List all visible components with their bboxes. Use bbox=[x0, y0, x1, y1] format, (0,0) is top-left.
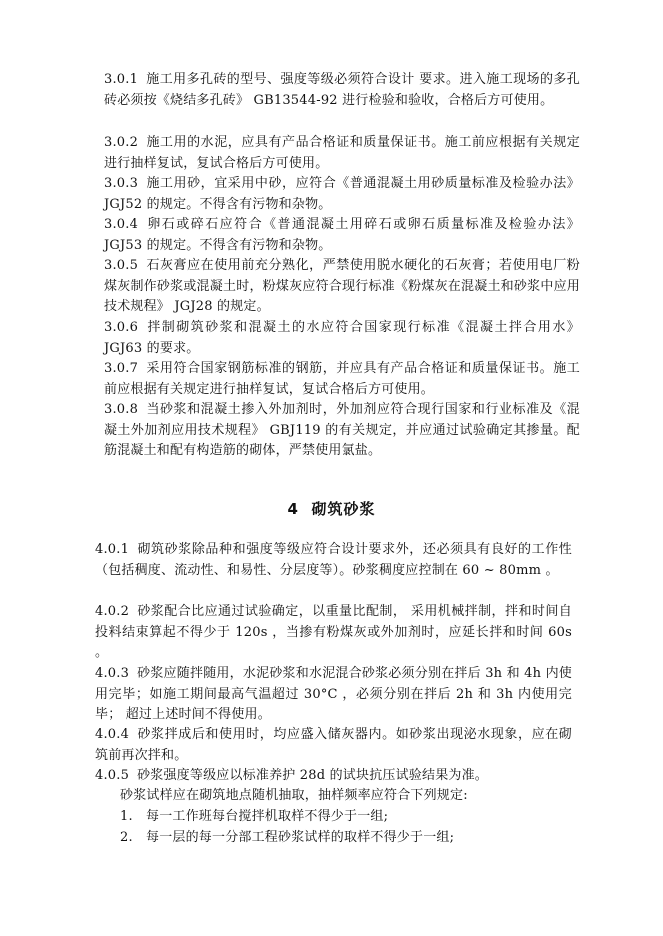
list-marker: 1. bbox=[120, 809, 133, 824]
list-text: 每一工作班每台搅拌机取样不得少于一组; bbox=[146, 809, 389, 824]
clause-number: 4.0.2 bbox=[95, 604, 130, 619]
clause-3-0-2 bbox=[104, 133, 580, 174]
clause-3-0-3 bbox=[104, 174, 580, 215]
clause-3-0-7 bbox=[104, 359, 580, 400]
clause-number: 3.0.7 bbox=[104, 361, 139, 376]
clause-text: 施工用砂，宜采用中砂，应符合《普通混凝土用砂质量标准及检验办法》 JGJ52 的规定。不得含有污物和杂物。 bbox=[104, 176, 580, 212]
clause-3-0-4 bbox=[104, 215, 580, 256]
clause-3-0-8 bbox=[104, 400, 580, 462]
sampling-note: 砂浆试样应在砌筑地点随机抽取，抽样频率应符合下列规定: bbox=[120, 788, 468, 803]
clause-3-0-1 bbox=[104, 70, 580, 111]
clause-text: 施工用多孔砖的型号、强度等级必须符合设计 要求。进入施工现场的多孔砖必须按《烧结多孔砖》 GB13544-92 进行检验和验收，合格后方可使用。 bbox=[104, 72, 580, 108]
clause-3-0-5 bbox=[104, 256, 580, 318]
clause-4-0-5 bbox=[95, 766, 572, 787]
clause-text: 石灰膏应在使用前充分熟化，严禁使用脱水硬化的石灰膏；若使用电厂粉煤灰制作砂浆或混凝土时，粉煤灰应符合现行标准《粉煤灰在混凝土和砂浆中应用技术规程》 JGJ28 的规定。 bbox=[104, 258, 580, 314]
clause-4-0-2 bbox=[95, 602, 572, 664]
clause-4-0-4 bbox=[95, 725, 572, 766]
clause-number: 4.0.3 bbox=[95, 666, 130, 681]
clause-text: 当砂浆和混凝土掺入外加剂时，外加剂应符合现行国家和行业标准及《混凝土外加剂应用技术规程》 GBJ119 的有关规定，并应通过试验确定其掺量。配筋混凝土和配有构造筋的砌体，严禁使用氯盐。 bbox=[104, 402, 580, 458]
list-text: 每一层的每一分部工程砂浆试样的取样不得少于一组; bbox=[146, 830, 455, 845]
clause-number: 3.0.5 bbox=[104, 258, 139, 273]
section-number: 4 bbox=[287, 500, 299, 518]
clause-number: 4.0.1 bbox=[95, 542, 130, 557]
section-heading bbox=[0, 498, 663, 519]
clause-text: 卵石或碎石应符合《普通混凝土用碎石或卵石质量标准及检验办法》 JGJ53 的规定。不得含有污物和杂物。 bbox=[104, 217, 580, 253]
clause-text: 采用符合国家钢筋标准的钢筋，并应具有产品合格证和质量保证书。施工前应根据有关规定进行抽样复试，复试合格后方可使用。 bbox=[104, 361, 580, 397]
section-title: 砌筑砂浆 bbox=[311, 500, 376, 518]
list-marker: 2. bbox=[120, 830, 133, 845]
clause-number: 3.0.8 bbox=[104, 402, 139, 417]
clause-text: 砂浆应随拌随用，水泥砂浆和水泥混合砂浆必须分别在拌后 3h 和 4h 内使用完毕；如施工期间最高气温超过 30°C ，必须分别在拌后 2h 和 3h 内使用完毕； 超过上述时间不得使用。 bbox=[95, 666, 572, 722]
clause-text: 砂浆强度等级应以标准养护 28d 的试块抗压试验结果为准。 bbox=[137, 768, 489, 783]
clause-text: 拌制砌筑砂浆和混凝土的水应符合国家现行标准《混凝土拌合用水》 JGJ63 的要求。 bbox=[104, 320, 580, 356]
clause-3-0-6 bbox=[104, 318, 580, 359]
clause-number: 4.0.4 bbox=[95, 727, 130, 742]
clause-number: 3.0.4 bbox=[104, 217, 139, 232]
clause-text: 砂浆拌成后和使用时，均应盛入储灰器内。如砂浆出现泌水现象，应在砌筑前再次拌和。 bbox=[95, 727, 572, 763]
clause-text: 砌筑砂浆除品种和强度等级应符合设计要求外，还必须具有良好的工作性（包括稠度、流动性、和易性、分层度等）。砂浆稠度应控制在 60 ~ 80mm 。 bbox=[95, 542, 572, 578]
clause-number: 3.0.2 bbox=[104, 135, 139, 150]
clause-4-0-1 bbox=[95, 540, 572, 581]
clause-number: 3.0.6 bbox=[104, 320, 139, 335]
clause-number: 3.0.1 bbox=[104, 72, 139, 87]
clause-number: 3.0.3 bbox=[104, 176, 139, 191]
list-item bbox=[120, 828, 454, 849]
clause-number: 4.0.5 bbox=[95, 768, 130, 783]
list-item bbox=[120, 807, 388, 828]
clause-text: 施工用的水泥，应具有产品合格证和质量保证书。施工前应根据有关规定进行抽样复试，复试合格后方可使用。 bbox=[104, 135, 580, 171]
clause-4-0-3 bbox=[95, 664, 572, 726]
clause-text: 砂浆配合比应通过试验确定，以重量比配制， 采用机械拌制，拌和时间自投料结束算起不得少于 120s ，当掺有粉煤灰或外加剂时，应延长拌和时间 60s 。 bbox=[95, 604, 572, 660]
